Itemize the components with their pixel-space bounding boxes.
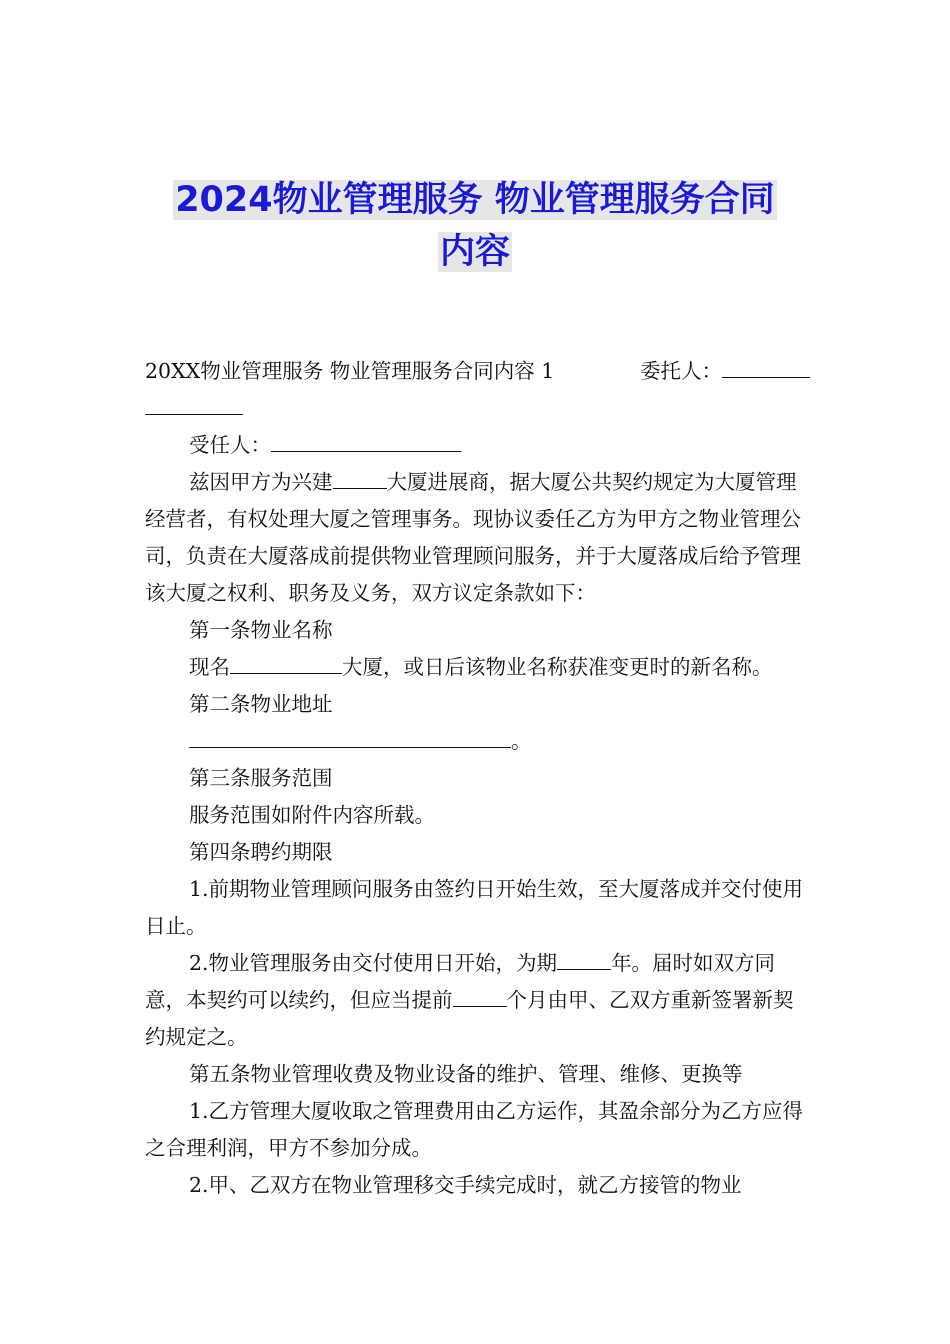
article-1-title: 第一条物业名称 bbox=[189, 618, 333, 642]
article-4-item-1: 1.前期物业管理顾问服务由签约日开始生效，至大厦落成并交付使用日止。 bbox=[145, 877, 804, 938]
document-body bbox=[145, 353, 810, 1204]
client-field bbox=[640, 353, 810, 390]
client-blank bbox=[722, 355, 810, 378]
article-5-title: 第五条物业管理收费及物业设备的维护、管理、维修、更换等 bbox=[189, 1062, 743, 1086]
art2-end: 。 bbox=[511, 729, 532, 753]
intro-text: 20XX物业管理服务 物业管理服务合同内容 1 bbox=[145, 359, 555, 383]
article-5-item-2: 2.甲、乙双方在物业管理移交手续完成时，就乙方接管的物业 bbox=[189, 1173, 742, 1197]
article-3-text: 服务范围如附件内容所载。 bbox=[189, 803, 435, 827]
article-2-title: 第二条物业地址 bbox=[189, 692, 333, 716]
article-5-item-1: 1.乙方管理大厦收取之管理费用由乙方运作，其盈余部分为乙方应得之合理利润，甲方不参加分成。 bbox=[145, 1099, 804, 1160]
article-3-title: 第三条服务范围 bbox=[189, 766, 333, 790]
intro-para-b: 大厦进展商，据大厦公共契约规定为大厦管理经营者，有权处理大厦之管理事务。现协议委任乙方为甲方之物业管理公司，负责在大厦落成前提供物业管理顾问服务，并于大厦落成后给予管理该大厦之权利、职务及义务，双方议定条款如下： bbox=[145, 470, 801, 605]
article-4-title: 第四条聘约期限 bbox=[189, 840, 333, 864]
building-name-blank bbox=[333, 466, 387, 489]
intro-line bbox=[145, 353, 810, 390]
agent-blank bbox=[271, 429, 461, 452]
art1-text-a: 现名 bbox=[189, 655, 230, 679]
art1-text-b: 大厦，或日后该物业名称获准变更时的新名称。 bbox=[342, 655, 773, 679]
title-line-1: 2024物业管理服务 物业管理服务合同 bbox=[175, 180, 775, 220]
agent-label: 受任人： bbox=[189, 433, 271, 457]
term-years-blank bbox=[557, 947, 611, 970]
property-name-blank bbox=[230, 651, 342, 674]
art4-2-a: 2.物业管理服务由交付使用日开始，为期 bbox=[189, 951, 558, 975]
article-4-item-2 bbox=[145, 945, 810, 1056]
title-line-2: 内容 bbox=[439, 232, 510, 272]
intro-para-a: 兹因甲方为兴建 bbox=[189, 470, 333, 494]
article-2-text bbox=[145, 723, 810, 760]
art4-2-c: 个月由甲、乙双方重新签署新契约规定之。 bbox=[145, 988, 794, 1049]
property-address-blank bbox=[189, 725, 511, 748]
document-title bbox=[0, 174, 950, 278]
client-label: 委托人： bbox=[640, 359, 722, 383]
client-blank-2 bbox=[145, 392, 243, 415]
agent-field bbox=[145, 427, 810, 464]
art4-2-b: 年。届时如双方同意，本契约可以续约，但应当提前 bbox=[145, 951, 776, 1012]
client-blank-continued bbox=[145, 390, 810, 427]
notice-months-blank bbox=[453, 984, 507, 1007]
article-1-text bbox=[145, 649, 810, 686]
intro-paragraph bbox=[145, 464, 810, 612]
